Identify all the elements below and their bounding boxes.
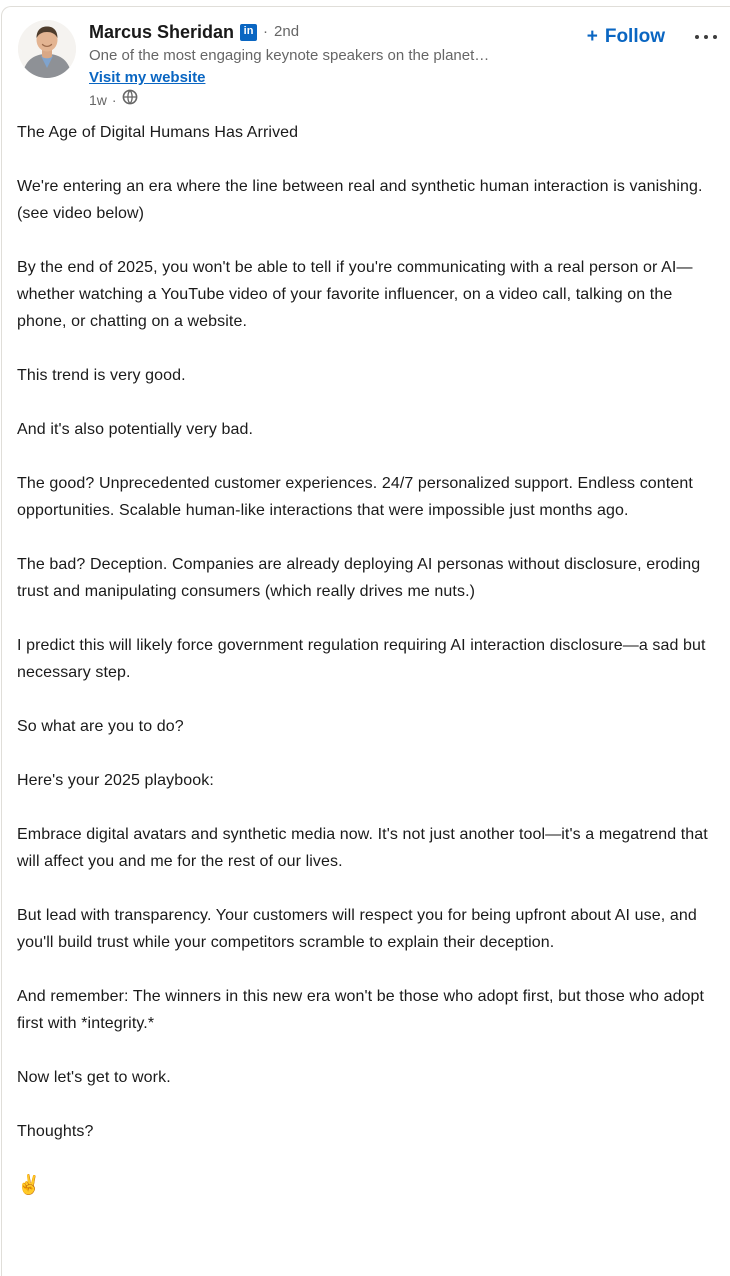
victory-hand-emoji: ✌️	[17, 1175, 41, 1196]
post-paragraph: Thoughts?	[17, 1123, 94, 1140]
avatar[interactable]	[18, 20, 76, 78]
author-headline: One of the most engaging keynote speakers on the planet…	[89, 47, 490, 64]
follow-label: Follow	[604, 26, 665, 47]
meta-separator: ·	[111, 91, 117, 108]
post-paragraph: But lead with transparency. Your customers will respect you for being upfront about AI use, and you'll build trust while your competitors scramble to explain their deception.	[17, 907, 697, 951]
degree-label: 2nd	[274, 23, 300, 40]
linkedin-badge-icon: in	[240, 24, 257, 41]
post-paragraph: And it's also potentially very bad.	[17, 421, 254, 438]
post-paragraph: And remember: The winners in this new era won't be those who adopt first, but those who adopt first with *integrity.*	[17, 988, 705, 1032]
avatar-photo	[18, 20, 76, 78]
post-paragraphs	[17, 119, 725, 1145]
post-paragraph: The bad? Deception. Companies are already deploying AI personas without disclosure, eroding trust and manipulating consumers (which really drives me nuts.)	[17, 556, 701, 600]
overflow-menu-button[interactable]	[689, 24, 723, 50]
author-name[interactable]: Marcus Sheridan	[89, 22, 235, 42]
visit-website-link[interactable]: Visit my website	[89, 69, 206, 86]
post-age: 1w	[89, 91, 107, 108]
three-dots-icon	[693, 30, 719, 44]
author-name-row	[89, 20, 489, 44]
post-paragraph: Embrace digital avatars and synthetic media now. It's not just another tool—it's a megatrend that will affect you and me for the rest of our lives.	[17, 826, 708, 870]
post-paragraph: So what are you to do?	[17, 718, 184, 735]
header-actions	[579, 22, 723, 52]
post-paragraph: We're entering an era where the line between real and synthetic human interaction is vanishing. (see video below)	[17, 178, 703, 222]
degree-separator: ·	[263, 23, 269, 40]
post-paragraph: The Age of Digital Humans Has Arrived	[17, 124, 299, 141]
post-paragraph: This trend is very good.	[17, 367, 186, 384]
post-paragraph: Now let's get to work.	[17, 1069, 171, 1086]
post-meta-row	[89, 89, 489, 110]
globe-icon	[122, 89, 138, 110]
linkedin-post-card	[1, 6, 730, 1276]
post-paragraph: By the end of 2025, you won't be able to tell if you're communicating with a real person or AI—whether watching a YouTube video of your favorite influencer, on a video call, talking on the phone, or chatting on a website.	[17, 259, 693, 330]
follow-button[interactable]	[579, 22, 673, 52]
connection-degree	[263, 20, 299, 44]
post-header	[2, 20, 730, 110]
plus-icon: +	[586, 26, 598, 47]
post-paragraph: I predict this will likely force government regulation requiring AI interaction disclosure—a sad but necessary step.	[17, 637, 706, 681]
post-paragraph: The good? Unprecedented customer experiences. 24/7 personalized support. Endless content opportunities. Scalable human-like interactions that were impossible just months ago.	[17, 475, 693, 519]
author-info	[89, 20, 489, 110]
post-body	[2, 110, 730, 1199]
post-paragraph: Here's your 2025 playbook:	[17, 772, 214, 789]
